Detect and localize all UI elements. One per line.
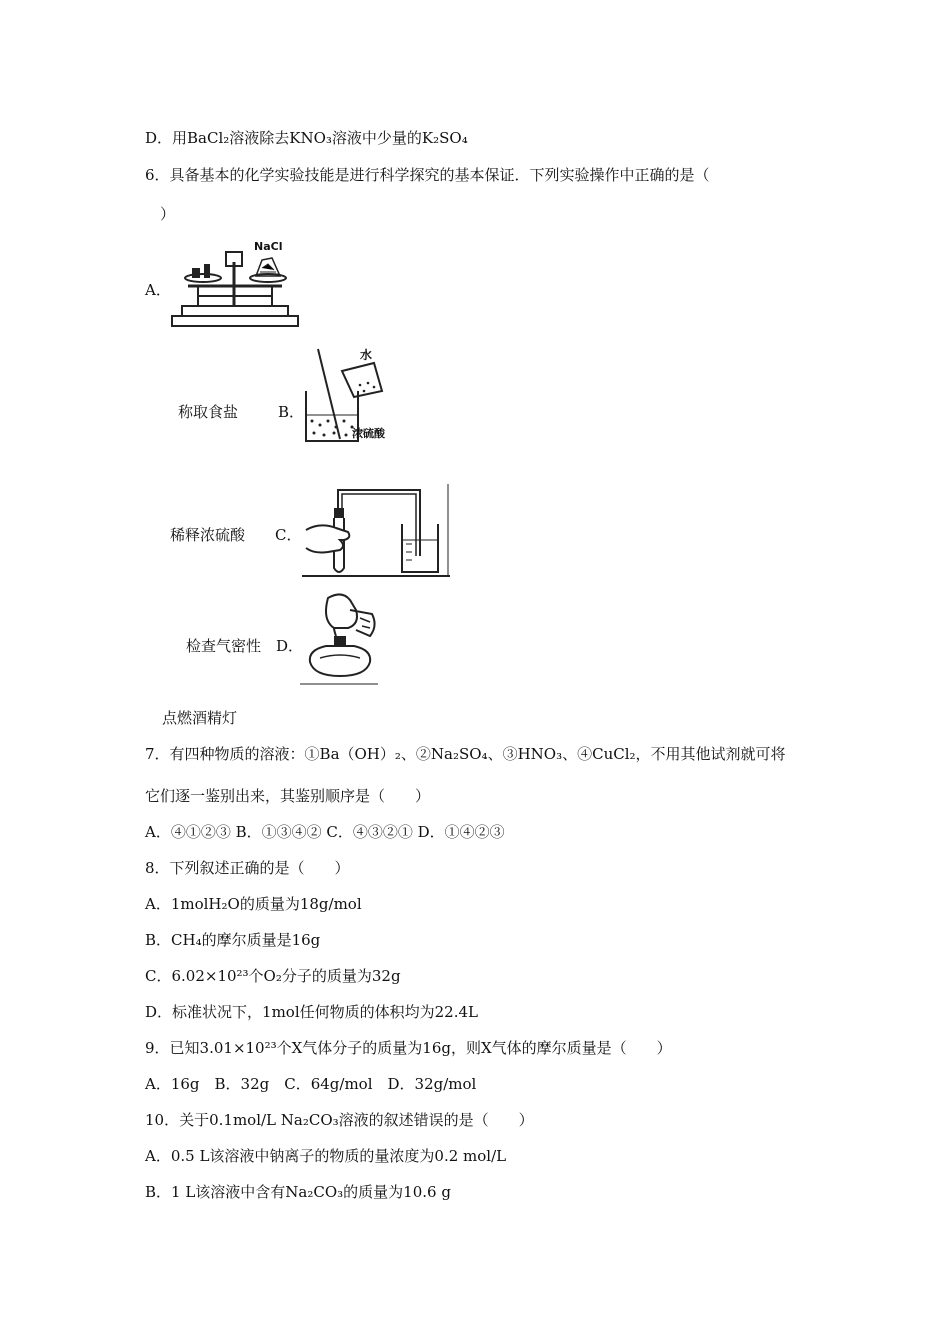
- q8-stem: 8．下列叙述正确的是（ ）: [145, 859, 350, 877]
- q6-option-c-caption: 检查气密性: [186, 637, 262, 655]
- q6-option-d-caption: 点燃酒精灯: [162, 709, 238, 727]
- q8-option-b: B．CH₄的摩尔质量是16g: [145, 931, 321, 949]
- acid-label: 浓硫酸: [352, 427, 385, 440]
- q6-stem-line2: ）: [160, 205, 176, 223]
- airtightness-figure: [300, 482, 452, 578]
- q6-option-c-mark: C．: [275, 526, 302, 544]
- q8-option-c: C．6.02×10²³个O₂分子的质量为32g: [145, 967, 401, 985]
- q10-option-a: A．0.5 L该溶液中钠离子的物质的量浓度为0.2 mol/L: [145, 1147, 507, 1165]
- q6-stem-line1: 6．具备基本的化学实验技能是进行科学探究的基本保证．下列实验操作中正确的是（: [145, 166, 710, 184]
- q8-option-a: A．1molH₂O的质量为18g/mol: [145, 895, 362, 913]
- q7-stem-line2: 它们逐一鉴别出来，其鉴别顺序是（ ）: [145, 787, 431, 805]
- dilution-figure: [300, 345, 400, 445]
- q6-option-b-caption: 稀释浓硫酸: [170, 526, 246, 544]
- q10-option-b: B．1 L该溶液中含有Na₂CO₃的质量为10.6 g: [145, 1183, 451, 1201]
- alcohol-lamp-figure: [300, 590, 380, 686]
- q6-option-a-mark: A．: [145, 281, 171, 299]
- q10-stem: 10．关于0.1mol/L Na₂CO₃溶液的叙述错误的是（ ）: [145, 1111, 534, 1129]
- q9-options: A．16g B．32g C．64g/mol D．32g/mol: [145, 1075, 477, 1093]
- q6-option-d-mark: D．: [276, 637, 304, 655]
- water-label: 水: [360, 348, 373, 362]
- q5-option-d: D．用BaCl₂溶液除去KNO₃溶液中少量的K₂SO₄: [145, 129, 468, 147]
- nacl-label: NaCl: [254, 240, 283, 253]
- q8-option-d: D．标准状况下，1mol任何物质的体积均为22.4L: [145, 1003, 478, 1021]
- q6-option-b-mark: B．: [278, 403, 305, 421]
- q7-stem-line1: 7．有四种物质的溶液：①Ba（OH）₂、②Na₂SO₄、③HNO₃、④CuCl₂，不用其他试剂就可将: [145, 745, 786, 763]
- q7-options: A．④①②③ B．①③④② C．④③②① D．①④②③: [145, 823, 505, 841]
- balance-figure: [168, 238, 303, 330]
- q9-stem: 9．已知3.01×10²³个X气体分子的质量为16g，则X气体的摩尔质量是（ ）: [145, 1039, 672, 1057]
- q6-option-a-caption: 称取食盐: [178, 403, 239, 421]
